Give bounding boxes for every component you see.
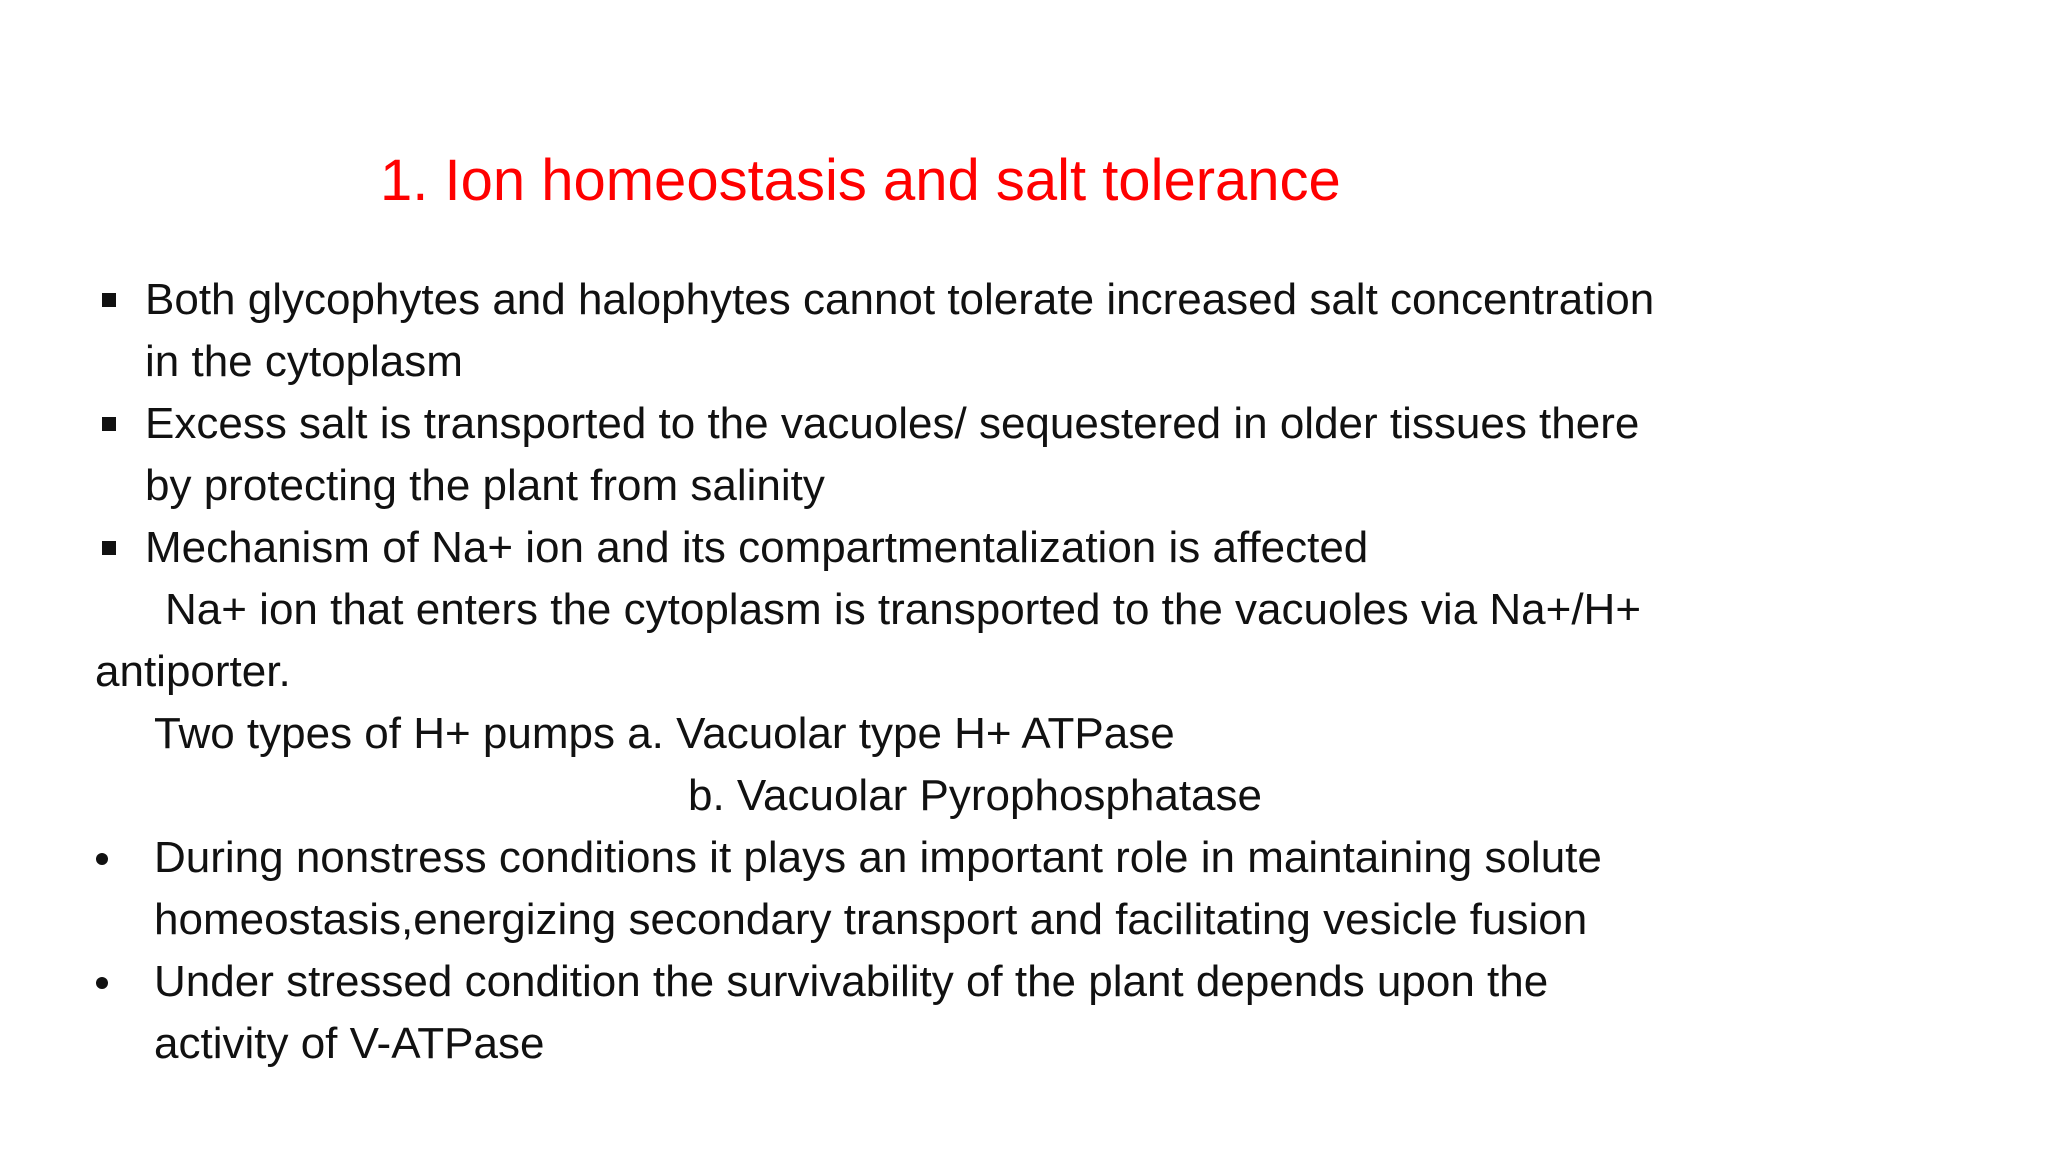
round-bullet-1-line-2: homeostasis,energizing secondary transport and facilitating vesicle fusion <box>154 895 1588 944</box>
bullet-1-line-1: Both glycophytes and halophytes cannot tolerate increased salt concentration <box>145 275 1655 324</box>
round-bullet-2-line-1: Under stressed condition the survivability of the plant depends upon the <box>154 957 1549 1006</box>
round-bullet-icon <box>96 853 108 865</box>
square-bullet-icon <box>102 293 116 307</box>
square-bullet-icon <box>102 541 116 555</box>
bullet-3-line-1: Mechanism of Na+ ion and its compartmentalization is affected <box>145 523 1369 572</box>
round-bullet-1-line-1: During nonstress conditions it plays an important role in maintaining solute <box>154 833 1602 882</box>
round-bullet-2-line-2: activity of V-ATPase <box>154 1019 545 1068</box>
paragraph-line-2: antiporter. <box>95 647 291 696</box>
pumps-line-2: b. Vacuolar Pyrophosphatase <box>688 771 1262 820</box>
bullet-2-line-1: Excess salt is transported to the vacuoles/ sequestered in older tissues there <box>145 399 1640 448</box>
round-bullet-icon <box>96 977 108 989</box>
paragraph-line-1: Na+ ion that enters the cytoplasm is transported to the vacuoles via Na+/H+ <box>165 585 1642 634</box>
bullet-2-line-2: by protecting the plant from salinity <box>145 461 825 510</box>
square-bullet-icon <box>102 417 116 431</box>
pumps-line-1: Two types of H+ pumps a. Vacuolar type H+ ATPase <box>154 709 1175 758</box>
slide-title: 1. Ion homeostasis and salt tolerance <box>380 148 1341 213</box>
bullet-1-line-2: in the cytoplasm <box>145 337 463 386</box>
